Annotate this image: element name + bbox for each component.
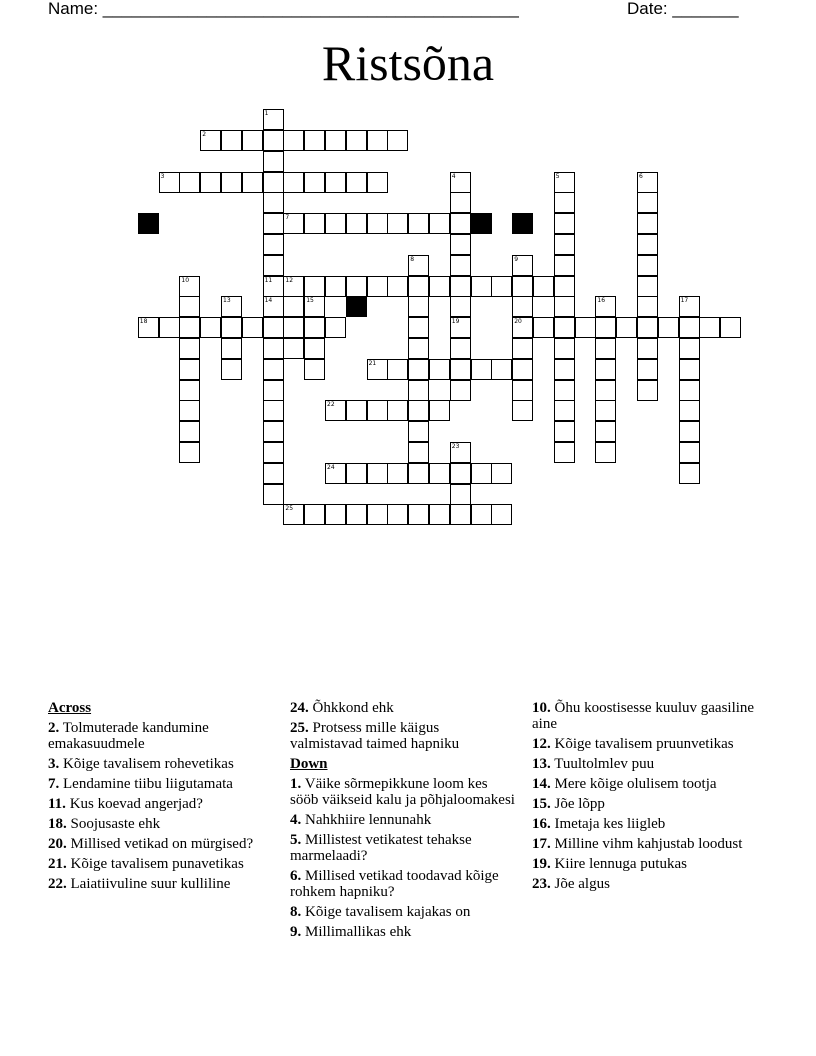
grid-cell[interactable] bbox=[304, 504, 325, 525]
grid-cell[interactable] bbox=[179, 359, 200, 380]
grid-cell[interactable] bbox=[304, 130, 325, 151]
grid-cell[interactable] bbox=[367, 213, 388, 234]
grid-cell[interactable] bbox=[554, 359, 575, 380]
grid-cell[interactable] bbox=[595, 400, 616, 421]
across-clue: 2. Tolmuterade kandumine emakasuudmele bbox=[48, 720, 209, 752]
grid-cell[interactable] bbox=[699, 317, 720, 338]
clue-number: 9 bbox=[514, 255, 519, 263]
grid-cell[interactable] bbox=[554, 276, 575, 297]
clue-number: 15 bbox=[306, 297, 314, 305]
grid-cell[interactable] bbox=[450, 463, 471, 484]
grid-cell[interactable] bbox=[367, 172, 388, 193]
grid-cell[interactable] bbox=[408, 213, 429, 234]
grid-cell[interactable] bbox=[200, 130, 221, 151]
grid-cell[interactable] bbox=[679, 296, 700, 317]
grid-cell[interactable] bbox=[512, 359, 533, 380]
grid-cell[interactable] bbox=[471, 276, 492, 297]
down-clue: 15. Jõe lõpp bbox=[532, 796, 605, 812]
clue-number: 6 bbox=[639, 172, 643, 180]
grid-cell[interactable] bbox=[595, 317, 616, 338]
grid-cell[interactable] bbox=[179, 380, 200, 401]
clue-number: 18 bbox=[139, 318, 148, 326]
grid-cell[interactable] bbox=[450, 484, 471, 505]
grid-cell[interactable] bbox=[554, 338, 575, 359]
page-title: Ristsõna bbox=[321, 35, 495, 91]
grid-cell[interactable] bbox=[367, 130, 388, 151]
grid-cell[interactable] bbox=[263, 151, 284, 172]
grid-cell[interactable] bbox=[679, 317, 700, 338]
grid-cell[interactable] bbox=[554, 192, 575, 213]
grid-cell[interactable] bbox=[221, 317, 242, 338]
across-clue: 18. Soojusaste ehk bbox=[48, 816, 161, 832]
clue-number: 17 bbox=[680, 297, 689, 305]
grid-cell[interactable] bbox=[679, 463, 700, 484]
clue-number: 7 bbox=[285, 214, 290, 222]
grid-cell[interactable] bbox=[533, 317, 554, 338]
date-label: Date: _______ bbox=[627, 0, 739, 18]
grid-cell[interactable] bbox=[346, 213, 367, 234]
grid-block-cell bbox=[138, 213, 159, 234]
grid-cell[interactable] bbox=[408, 421, 429, 442]
grid-cell[interactable] bbox=[263, 255, 284, 276]
grid-cell[interactable] bbox=[408, 380, 429, 401]
clue-column-2 bbox=[290, 700, 515, 944]
down-clue: 5. Millistest vetikatest tehakse marmelaadi? bbox=[290, 832, 472, 864]
grid-cell[interactable] bbox=[637, 296, 658, 317]
across-clue: 20. Millised vetikad on mürgised? bbox=[48, 836, 254, 852]
grid-cell[interactable] bbox=[429, 463, 450, 484]
grid-cell[interactable] bbox=[450, 172, 471, 193]
grid-cell[interactable] bbox=[450, 192, 471, 213]
grid-cell[interactable] bbox=[263, 380, 284, 401]
grid-cell[interactable] bbox=[450, 504, 471, 525]
down-clue: 19. Kiire lennuga putukas bbox=[532, 856, 687, 872]
grid-cell[interactable] bbox=[450, 296, 471, 317]
grid-cell[interactable] bbox=[408, 296, 429, 317]
grid-cell[interactable] bbox=[283, 172, 304, 193]
clue-number: 20 bbox=[514, 318, 522, 326]
grid-cell[interactable] bbox=[221, 130, 242, 151]
grid-cell[interactable] bbox=[221, 338, 242, 359]
grid-cell[interactable] bbox=[450, 234, 471, 255]
grid-cell[interactable] bbox=[512, 255, 533, 276]
grid-cell[interactable] bbox=[367, 463, 388, 484]
down-clue: 4. Nahkhiire lennunahk bbox=[290, 812, 432, 828]
down-clue: 10. Õhu koostisesse kuuluv gaasiline aine bbox=[532, 700, 755, 732]
clue-column-1 bbox=[48, 700, 278, 896]
clue-number: 12 bbox=[285, 276, 294, 284]
grid-cell[interactable] bbox=[512, 276, 533, 297]
across-heading: Across bbox=[48, 700, 92, 716]
down-clue: 13. Tuultolmlev puu bbox=[532, 756, 655, 772]
grid-cell[interactable] bbox=[408, 276, 429, 297]
grid-cell[interactable] bbox=[679, 442, 700, 463]
grid-cell[interactable] bbox=[554, 172, 575, 193]
grid-cell[interactable] bbox=[429, 400, 450, 421]
grid-cell[interactable] bbox=[450, 380, 471, 401]
grid-cell[interactable] bbox=[263, 359, 284, 380]
grid-cell[interactable] bbox=[637, 192, 658, 213]
grid-cell[interactable] bbox=[408, 504, 429, 525]
across-clue: 21. Kõige tavalisem punavetikas bbox=[48, 856, 244, 872]
clue-number: 14 bbox=[264, 297, 273, 305]
grid-cell[interactable] bbox=[221, 172, 242, 193]
down-clue: 1. Väike sõrmepikkune loom kes sööb väikseid kalu ja põhjaloomakesi bbox=[290, 776, 515, 808]
grid-cell[interactable] bbox=[304, 213, 325, 234]
grid-cell[interactable] bbox=[179, 400, 200, 421]
grid-cell[interactable] bbox=[491, 463, 512, 484]
grid-cell[interactable] bbox=[429, 504, 450, 525]
grid-cell[interactable] bbox=[637, 172, 658, 193]
grid-cell[interactable] bbox=[387, 130, 408, 151]
across-clue: 22. Laiatiivuline suur kulliline bbox=[48, 876, 231, 892]
grid-cell[interactable] bbox=[263, 192, 284, 213]
grid-cell[interactable] bbox=[346, 276, 367, 297]
down-clue: 12. Kõige tavalisem pruunvetikas bbox=[532, 736, 734, 752]
grid-cell[interactable] bbox=[637, 276, 658, 297]
clue-number: 16 bbox=[597, 297, 606, 305]
grid-cell[interactable] bbox=[471, 504, 492, 525]
grid-cell[interactable] bbox=[637, 359, 658, 380]
grid-cell[interactable] bbox=[595, 338, 616, 359]
grid-cell[interactable] bbox=[325, 130, 346, 151]
grid-cell[interactable] bbox=[138, 317, 159, 338]
grid-cell[interactable] bbox=[512, 400, 533, 421]
grid-cell[interactable] bbox=[304, 317, 325, 338]
grid-cell[interactable] bbox=[283, 504, 304, 525]
name-label: Name: ____________________________________________ bbox=[48, 0, 519, 18]
grid-cell[interactable] bbox=[179, 442, 200, 463]
grid-cell[interactable] bbox=[304, 172, 325, 193]
grid-cell[interactable] bbox=[595, 359, 616, 380]
grid-cell[interactable] bbox=[637, 380, 658, 401]
across-clue: 25. Protsess mille käigus valmistavad taimed hapniku bbox=[290, 720, 460, 752]
grid-cell[interactable] bbox=[595, 296, 616, 317]
grid-cell[interactable] bbox=[554, 317, 575, 338]
clue-number: 22 bbox=[327, 401, 335, 409]
grid-cell[interactable] bbox=[491, 276, 512, 297]
grid-cell[interactable] bbox=[450, 359, 471, 380]
grid-cell[interactable] bbox=[200, 172, 221, 193]
grid-cell[interactable] bbox=[554, 234, 575, 255]
across-clue: 7. Lendamine tiibu liigutamata bbox=[48, 776, 233, 792]
clue-number: 3 bbox=[160, 172, 165, 180]
grid-cell[interactable] bbox=[450, 213, 471, 234]
grid-cell[interactable] bbox=[512, 338, 533, 359]
clue-number: 8 bbox=[410, 255, 415, 263]
grid-cell[interactable] bbox=[408, 442, 429, 463]
grid-cell[interactable] bbox=[242, 317, 263, 338]
grid-cell[interactable] bbox=[179, 276, 200, 297]
across-clue: 24. Õhkkond ehk bbox=[290, 700, 394, 716]
clue-number: 11 bbox=[264, 276, 273, 284]
grid-cell[interactable] bbox=[325, 276, 346, 297]
grid-cell[interactable] bbox=[283, 296, 304, 317]
grid-cell[interactable] bbox=[325, 172, 346, 193]
grid-cell[interactable] bbox=[283, 130, 304, 151]
clue-number: 4 bbox=[451, 172, 456, 180]
grid-cell[interactable] bbox=[387, 213, 408, 234]
grid-cell[interactable] bbox=[471, 463, 492, 484]
grid-cell[interactable] bbox=[304, 276, 325, 297]
clue-number: 1 bbox=[264, 110, 269, 118]
grid-cell[interactable] bbox=[408, 317, 429, 338]
grid-cell[interactable] bbox=[263, 213, 284, 234]
grid-cell[interactable] bbox=[554, 380, 575, 401]
clue-number: 13 bbox=[223, 297, 231, 305]
grid-cell[interactable] bbox=[616, 317, 637, 338]
grid-cell[interactable] bbox=[200, 317, 221, 338]
grid-cell[interactable] bbox=[637, 317, 658, 338]
clue-number: 10 bbox=[181, 276, 190, 284]
grid-cell[interactable] bbox=[242, 172, 263, 193]
grid-cell[interactable] bbox=[575, 317, 596, 338]
grid-cell[interactable] bbox=[387, 463, 408, 484]
grid-cell[interactable] bbox=[491, 359, 512, 380]
grid-cell[interactable] bbox=[637, 213, 658, 234]
grid-cell[interactable] bbox=[679, 380, 700, 401]
grid-cell[interactable] bbox=[221, 359, 242, 380]
grid-cell[interactable] bbox=[304, 296, 325, 317]
clue-number: 24 bbox=[327, 463, 335, 471]
grid-cell[interactable] bbox=[325, 400, 346, 421]
grid-cell[interactable] bbox=[450, 255, 471, 276]
grid-cell[interactable] bbox=[325, 504, 346, 525]
grid-cell[interactable] bbox=[346, 504, 367, 525]
grid-cell[interactable] bbox=[346, 463, 367, 484]
grid-cell[interactable] bbox=[367, 400, 388, 421]
grid-cell[interactable] bbox=[325, 463, 346, 484]
grid-cell[interactable] bbox=[242, 130, 263, 151]
grid-cell[interactable] bbox=[179, 338, 200, 359]
grid-cell[interactable] bbox=[304, 359, 325, 380]
grid-cell[interactable] bbox=[263, 442, 284, 463]
grid-cell[interactable] bbox=[554, 213, 575, 234]
grid-cell[interactable] bbox=[263, 296, 284, 317]
grid-cell[interactable] bbox=[512, 317, 533, 338]
grid-cell[interactable] bbox=[429, 276, 450, 297]
grid-cell[interactable] bbox=[512, 380, 533, 401]
grid-cell[interactable] bbox=[533, 276, 554, 297]
grid-cell[interactable] bbox=[387, 400, 408, 421]
grid-cell[interactable] bbox=[263, 484, 284, 505]
grid-cell[interactable] bbox=[679, 400, 700, 421]
across-clue: 11. Kus koevad angerjad? bbox=[48, 796, 203, 812]
clue-number: 25 bbox=[285, 505, 294, 513]
grid-cell[interactable] bbox=[263, 276, 284, 297]
grid-cell[interactable] bbox=[658, 317, 679, 338]
clue-number: 23 bbox=[451, 443, 460, 450]
clue-number: 21 bbox=[368, 359, 377, 367]
grid-cell[interactable] bbox=[387, 359, 408, 380]
grid-cell[interactable] bbox=[304, 338, 325, 359]
grid-cell[interactable] bbox=[554, 255, 575, 276]
grid-cell[interactable] bbox=[283, 338, 304, 359]
grid-cell[interactable] bbox=[554, 296, 575, 317]
grid-cell[interactable] bbox=[408, 463, 429, 484]
grid-cell[interactable] bbox=[408, 400, 429, 421]
grid-cell[interactable] bbox=[159, 317, 180, 338]
grid-cell[interactable] bbox=[471, 359, 492, 380]
grid-cell[interactable] bbox=[263, 338, 284, 359]
grid-cell[interactable] bbox=[283, 317, 304, 338]
clue-number: 2 bbox=[202, 131, 207, 138]
grid-cell[interactable] bbox=[595, 380, 616, 401]
grid-cell[interactable] bbox=[679, 359, 700, 380]
down-clue: 17. Milline vihm kahjustab loodust bbox=[532, 836, 743, 852]
down-clue: 6. Millised vetikad toodavad kõige rohkem hapniku? bbox=[290, 868, 499, 900]
grid-cell[interactable] bbox=[263, 400, 284, 421]
grid-cell[interactable] bbox=[346, 172, 367, 193]
grid-block-cell bbox=[512, 213, 533, 234]
grid-cell[interactable] bbox=[346, 130, 367, 151]
grid-cell[interactable] bbox=[450, 442, 471, 463]
clue-number: 19 bbox=[451, 318, 460, 326]
down-clue: 23. Jõe algus bbox=[532, 876, 610, 892]
grid-cell[interactable] bbox=[554, 400, 575, 421]
grid-cell[interactable] bbox=[429, 359, 450, 380]
grid-cell[interactable] bbox=[346, 400, 367, 421]
grid-cell[interactable] bbox=[325, 213, 346, 234]
grid-cell[interactable] bbox=[637, 234, 658, 255]
grid-cell[interactable] bbox=[595, 442, 616, 463]
grid-cell[interactable] bbox=[367, 276, 388, 297]
grid-cell[interactable] bbox=[367, 504, 388, 525]
grid-cell[interactable] bbox=[408, 359, 429, 380]
grid-cell[interactable] bbox=[450, 338, 471, 359]
grid-cell[interactable] bbox=[637, 255, 658, 276]
grid-cell[interactable] bbox=[283, 276, 304, 297]
grid-cell[interactable] bbox=[387, 276, 408, 297]
grid-cell[interactable] bbox=[450, 276, 471, 297]
grid-cell[interactable] bbox=[408, 255, 429, 276]
grid-cell[interactable] bbox=[325, 317, 346, 338]
grid-cell[interactable] bbox=[367, 359, 388, 380]
grid-cell[interactable] bbox=[679, 338, 700, 359]
grid-cell[interactable] bbox=[263, 109, 284, 130]
grid-cell[interactable] bbox=[408, 338, 429, 359]
grid-cell[interactable] bbox=[387, 504, 408, 525]
down-heading: Down bbox=[290, 756, 328, 772]
grid-cell[interactable] bbox=[263, 463, 284, 484]
grid-cell[interactable] bbox=[221, 296, 242, 317]
down-clue: 16. Imetaja kes liigleb bbox=[532, 816, 666, 832]
grid-cell[interactable] bbox=[283, 213, 304, 234]
down-clue: 8. Kõige tavalisem kajakas on bbox=[290, 904, 471, 920]
down-clue: 14. Mere kõige olulisem tootja bbox=[532, 776, 717, 792]
grid-cell[interactable] bbox=[179, 421, 200, 442]
grid-cell[interactable] bbox=[720, 317, 741, 338]
grid-cell[interactable] bbox=[159, 172, 180, 193]
grid-cell[interactable] bbox=[263, 234, 284, 255]
grid-cell[interactable] bbox=[263, 172, 284, 193]
grid-cell[interactable] bbox=[263, 421, 284, 442]
clue-number: 5 bbox=[555, 172, 560, 180]
grid-cell[interactable] bbox=[637, 338, 658, 359]
clue-column-3 bbox=[532, 700, 767, 896]
grid-cell[interactable] bbox=[263, 130, 284, 151]
grid-cell[interactable] bbox=[491, 504, 512, 525]
down-clue: 9. Millimallikas ehk bbox=[290, 924, 412, 940]
across-clue: 3. Kõige tavalisem rohevetikas bbox=[48, 756, 234, 772]
grid-block-cell bbox=[346, 296, 367, 317]
grid-block-cell bbox=[471, 213, 492, 234]
grid-cell[interactable] bbox=[679, 421, 700, 442]
grid-cell[interactable] bbox=[263, 317, 284, 338]
grid-cell[interactable] bbox=[179, 317, 200, 338]
grid-cell[interactable] bbox=[179, 172, 200, 193]
grid-cell[interactable] bbox=[512, 296, 533, 317]
grid-cell[interactable] bbox=[554, 442, 575, 463]
grid-cell[interactable] bbox=[450, 317, 471, 338]
grid-cell[interactable] bbox=[179, 296, 200, 317]
grid-cell[interactable] bbox=[429, 213, 450, 234]
grid-cell[interactable] bbox=[554, 421, 575, 442]
grid-cell[interactable] bbox=[595, 421, 616, 442]
